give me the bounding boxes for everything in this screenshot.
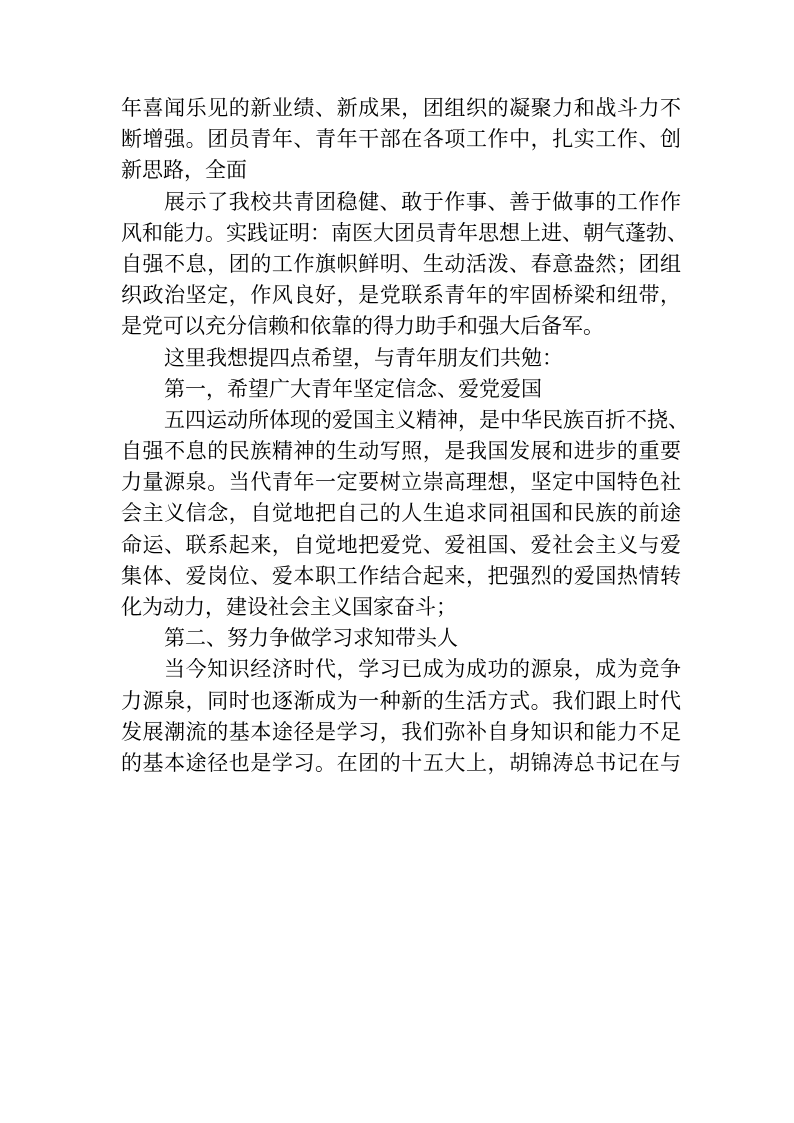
text-line: 年喜闻乐见的新业绩、新成果，团组织的凝聚力和战斗力不: [121, 96, 681, 120]
paragraph-first-line: 五四运动所体现的爱国主义精神，是中华民族百折不挠、: [164, 407, 689, 432]
text-line: 力量源泉。当代青年一定要树立崇高理想，坚定中国特色社: [121, 470, 681, 495]
text-line: 风和能力。实践证明：南医大团员青年思想上进、朝气蓬勃、: [121, 220, 688, 245]
text-line: 断增强。团员青年、青年干部在各项工作中，扎实工作、创: [121, 127, 681, 152]
text-line: 自强不息，团的工作旗帜鲜明、生动活泼、春意盎然；团组: [121, 251, 681, 276]
text-line: 自强不息的民族精神的生动写照，是我国发展和进步的重要: [121, 439, 681, 464]
text-line: 集体、爱岗位、爱本职工作结合起来，把强烈的爱国热情转: [121, 563, 681, 588]
text-line: 发展潮流的基本途径是学习，我们弥补自身知识和能力不足: [121, 719, 681, 744]
text-line: 织政治坚定，作风良好，是党联系青年的牢固桥梁和纽带，: [121, 283, 681, 308]
text-line: 会主义信念，自觉地把自己的人生追求同祖国和民族的前途: [121, 501, 681, 526]
text-line: 力源泉，同时也逐渐成为一种新的生活方式。我们跟上时代: [121, 688, 681, 713]
text-line: 命运、联系起来，自觉地把爱党、爱祖国、爱社会主义与爱: [121, 532, 681, 557]
paragraph-first-line: 当今知识经济时代，学习已成为成功的源泉，成为竞争: [164, 657, 681, 682]
text-line: 化为动力，建设社会主义国家奋斗；: [121, 595, 457, 619]
text-line: 是党可以充分信赖和依靠的得力助手和强大后备军。: [121, 314, 604, 339]
document-body: [121, 93, 689, 779]
paragraph-line: 这里我想提四点希望，与青年朋友们共勉：: [164, 345, 563, 370]
section-heading: 第二、努力争做学习求知带头人: [164, 626, 458, 651]
paragraph-first-line: 展示了我校共青团稳健、敢于作事、善于做事的工作作: [164, 189, 681, 214]
section-heading: 第一，希望广大青年坚定信念、爱党爱国: [164, 376, 542, 401]
text-line: 新思路，全面: [121, 158, 247, 183]
text-line: 的基本途径也是学习。在团的十五大上，胡锦涛总书记在与: [121, 750, 681, 775]
